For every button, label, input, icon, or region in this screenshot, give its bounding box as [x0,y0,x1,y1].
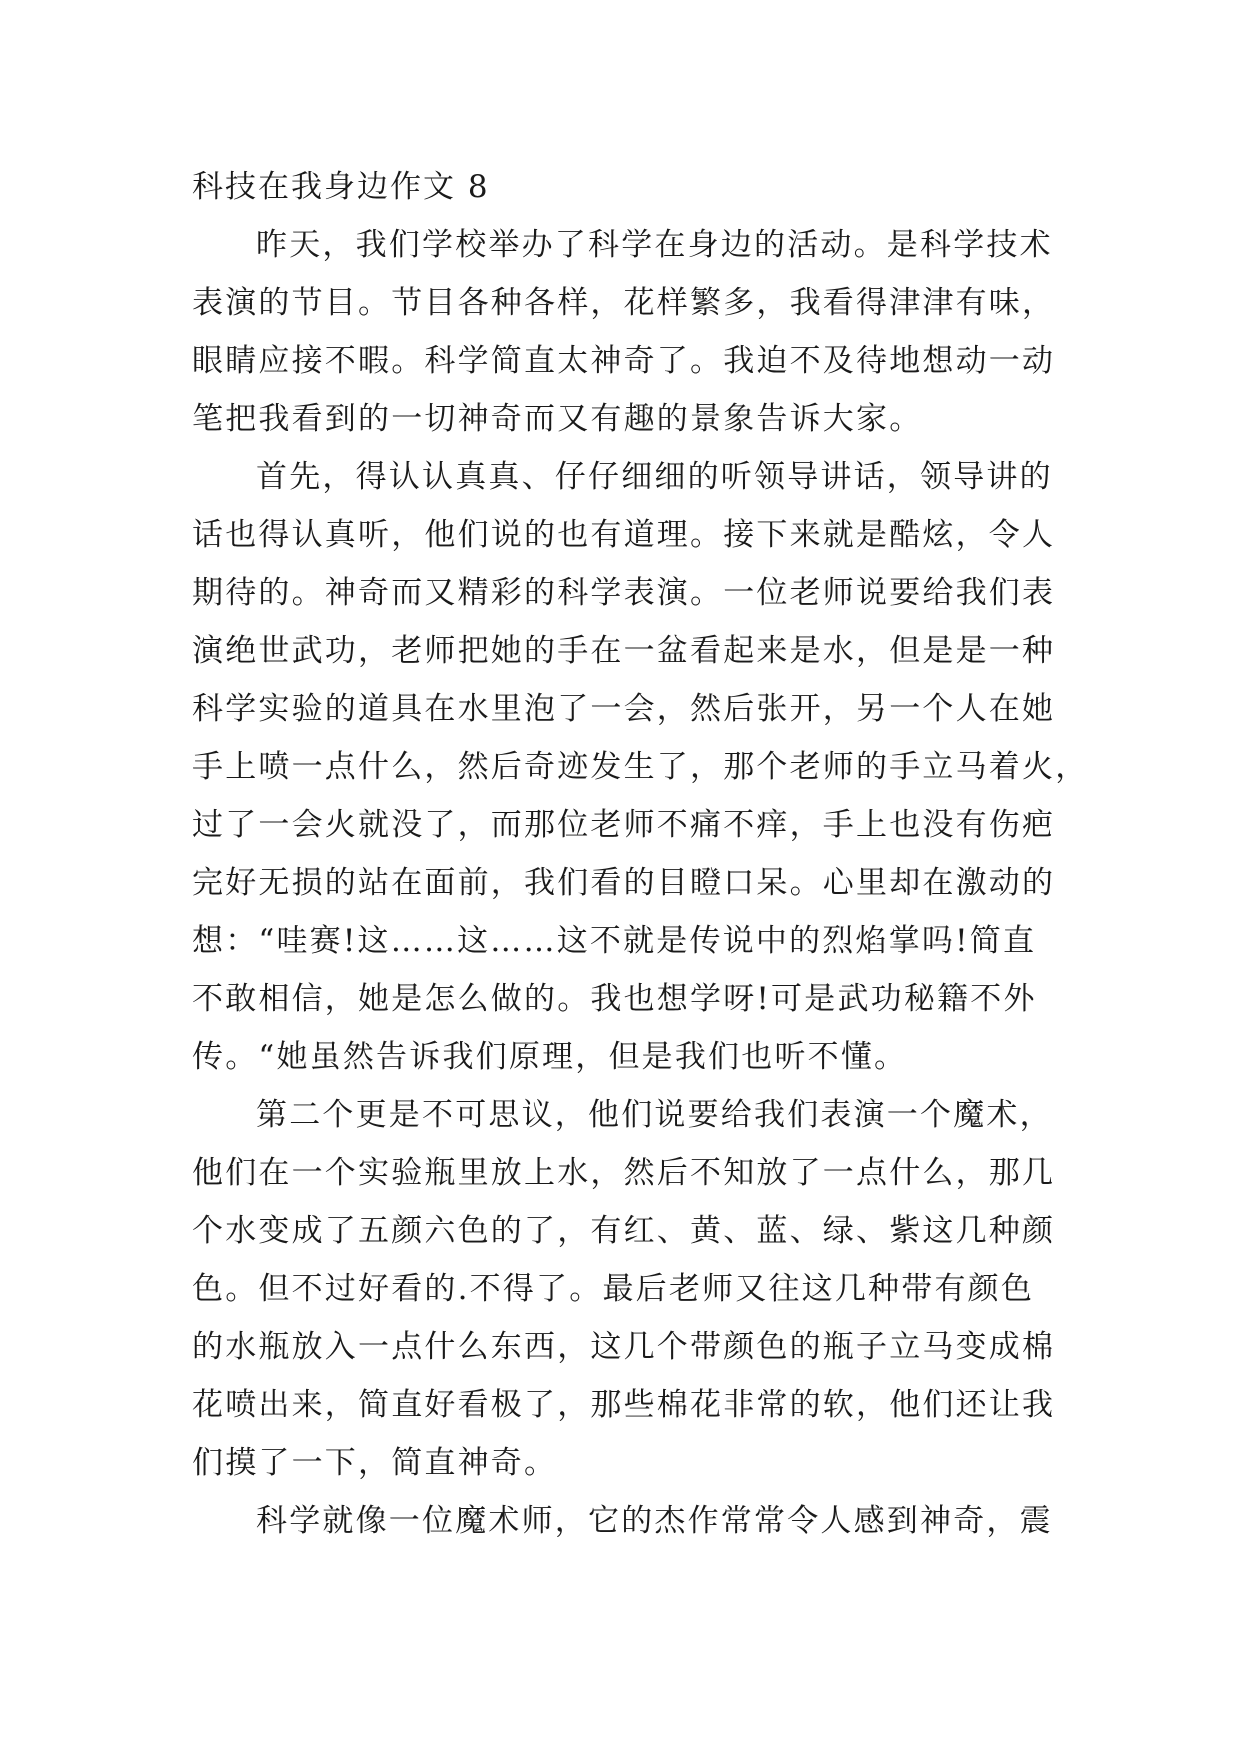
text-line: 演绝世武功，老师把她的手在一盆看起来是水，但是是一种 [192,633,1056,669]
paragraph-3 [192,1086,1072,1492]
text-line: 期待的。神奇而又精彩的科学表演。一位老师说要给我们表 [192,575,1056,611]
text-line: 传。“她虽然告诉我们原理，但是我们也听不懂。 [192,1039,908,1075]
essay-title: 科技在我身边作文 8 [192,169,490,205]
text-line: 手上喷一点什么，然后奇迹发生了，那个老师的手立马着火， [192,749,1089,785]
text-line: 的水瓶放入一点什么东西，这几个带颜色的瓶子立马变成棉 [192,1329,1056,1365]
text-line: 科学实验的道具在水里泡了一会，然后张开，另一个人在她 [192,691,1056,727]
text-line: 们摸了一下，简直神奇。 [192,1445,558,1481]
text-line: 笔把我看到的一切神奇而又有趣的景象告诉大家。 [192,401,923,437]
text-line: 想：“哇赛!这……这……这不就是传说中的烈焰掌吗!简直 [192,923,1037,959]
text-line: 眼睛应接不暇。科学简直太神奇了。我迫不及待地想动一动 [192,343,1056,379]
text-line: 科学就像一位魔术师，它的杰作常常令人感到神奇，震 [256,1503,1053,1539]
text-line: 表演的节目。节目各种各样，花样繁多，我看得津津有味， [192,285,1056,321]
text-line: 话也得认真听，他们说的也有道理。接下来就是酷炫，令人 [192,517,1056,553]
text-line: 第二个更是不可思议，他们说要给我们表演一个魔术， [256,1097,1053,1133]
paragraph-4 [192,1492,1072,1550]
paragraph-1 [192,216,1072,448]
text-line: 完好无损的站在面前，我们看的目瞪口呆。心里却在激动的 [192,865,1056,901]
text-line: 他们在一个实验瓶里放上水，然后不知放了一点什么，那几 [192,1155,1056,1191]
text-line: 色。但不过好看的.不得了。最后老师又往这几种带有颜色 [192,1271,1035,1307]
text-line: 个水变成了五颜六色的了，有红、黄、蓝、绿、紫这几种颜 [192,1213,1056,1249]
text-line: 花喷出来，简直好看极了，那些棉花非常的软，他们还让我 [192,1387,1056,1423]
text-line: 昨天，我们学校举办了科学在身边的活动。是科学技术 [256,227,1053,263]
text-line: 首先，得认认真真、仔仔细细的听领导讲话，领导讲的 [256,459,1053,495]
paragraph-2 [192,448,1089,1086]
essay-body [192,158,1089,1550]
text-line: 不敢相信，她是怎么做的。我也想学呀!可是武功秘籍不外 [192,981,1037,1017]
text-line: 过了一会火就没了，而那位老师不痛不痒，手上也没有伤疤 [192,807,1056,843]
